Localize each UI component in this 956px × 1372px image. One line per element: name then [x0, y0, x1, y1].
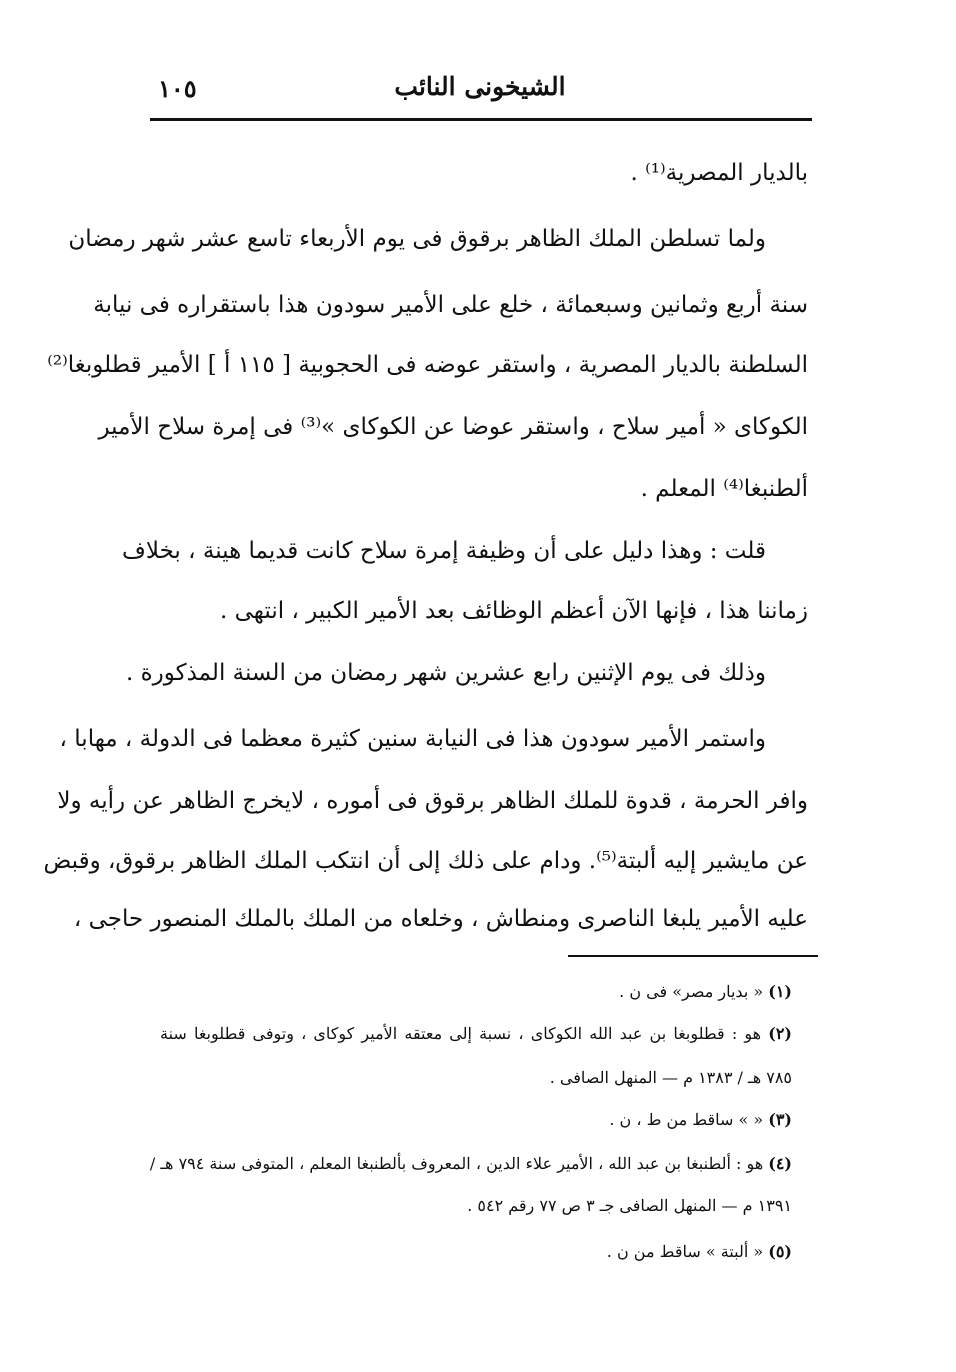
footnote-number: (٣) — [768, 1110, 792, 1129]
footnote-2 — [160, 1024, 808, 1043]
footnote-text: ٧٨٥ هـ / ١٣٨٣ م — المنهل الصافى . — [549, 1068, 792, 1087]
footnote-text: « ألبتة » ساقط من ن . — [606, 1242, 764, 1261]
footnote-number: (٤) — [768, 1154, 792, 1173]
footnote-number: (٥) — [768, 1242, 792, 1261]
footnote-4-cont — [160, 1196, 808, 1215]
text-line: سنة أربع وثمانين وسبعمائة ، خلع على الأمير سودون هذا باستقراره فى نيابة — [93, 292, 808, 318]
footnote-text: هو : قطلوبغا بن عبد الله الكوكاى ، نسبة إلى معتقه الأمير كوكاى ، وتوفى قطلوبغا سنة — [160, 1024, 762, 1043]
footnote-rule — [568, 955, 818, 957]
footnote-number: (٢) — [768, 1024, 792, 1043]
footnote-number: (١) — [768, 982, 792, 1001]
header-rule — [150, 118, 812, 121]
footnote-4 — [149, 1154, 808, 1173]
footnote-text: ١٣٩١ م — المنهل الصافى جـ ٣ ص ٧٧ رقم ٥٤٢ . — [467, 1196, 792, 1215]
text-line: قلت : وهذا دليل على أن وظيفة إمرة سلاح كانت قديما هينة ، بخلاف — [122, 538, 766, 564]
text-line: عليه الأمير يلبغا الناصرى ومنطاش ، وخلعاه من الملك بالملك المنصور حاجى ، — [73, 906, 808, 932]
page-number: ١٠٥ — [158, 74, 197, 103]
text-line: السلطنة بالديار المصرية ، واستقر عوضه فى الحجوبية [ ١١٥ أ ] الأمير قطلوبغا⁽²⁾ — [47, 352, 808, 378]
text-line: زماننا هذا ، فإنها الآن أعظم الوظائف بعد الأمير الكبير ، انتهى . — [220, 598, 808, 624]
footnote-3 — [160, 1110, 808, 1129]
text-line: بالديار المصرية⁽¹⁾ . — [630, 160, 808, 186]
text-line: عن مايشير إليه ألبتة⁽⁵⁾. ودام على ذلك إلى أن انتكب الملك الظاهر برقوق، وقبض — [43, 848, 808, 874]
text-line: الكوكاى « أمير سلاح ، واستقر عوضا عن الكوكاى »⁽³⁾ فى إمرة سلاح الأمير — [98, 414, 808, 440]
text-line: ولما تسلطن الملك الظاهر برقوق فى يوم الأربعاء تاسع عشر شهر رمضان — [68, 226, 766, 252]
footnote-1 — [160, 982, 808, 1001]
text-line: وافر الحرمة ، قدوة للملك الظاهر برقوق فى أموره ، لايخرج الظاهر عن رأيه ولا — [57, 788, 808, 814]
footnote-5 — [160, 1242, 808, 1261]
text-line: واستمر الأمير سودون هذا فى النيابة سنين كثيرة معظما فى الدولة ، مهابا ، — [59, 726, 766, 752]
running-title: الشيخونى النائب — [394, 72, 566, 101]
text-line: وذلك فى يوم الإثنين رابع عشرين شهر رمضان من السنة المذكورة . — [125, 660, 766, 686]
footnote-text: « » ساقط من ط ، ن . — [609, 1110, 764, 1129]
footnote-text: « بديار مصر» فى ن . — [619, 982, 764, 1001]
footnote-2-cont — [160, 1068, 808, 1087]
footnote-text: هو : ألطنبغا بن عبد الله ، الأمير علاء الدين ، المعروف بألطنبغا المعلم ، المتوفى سنة ٧٩٤ هـ / — [149, 1154, 764, 1173]
text-line: ألطنبغا⁽⁴⁾ المعلم . — [640, 476, 808, 502]
page-header — [150, 72, 810, 112]
